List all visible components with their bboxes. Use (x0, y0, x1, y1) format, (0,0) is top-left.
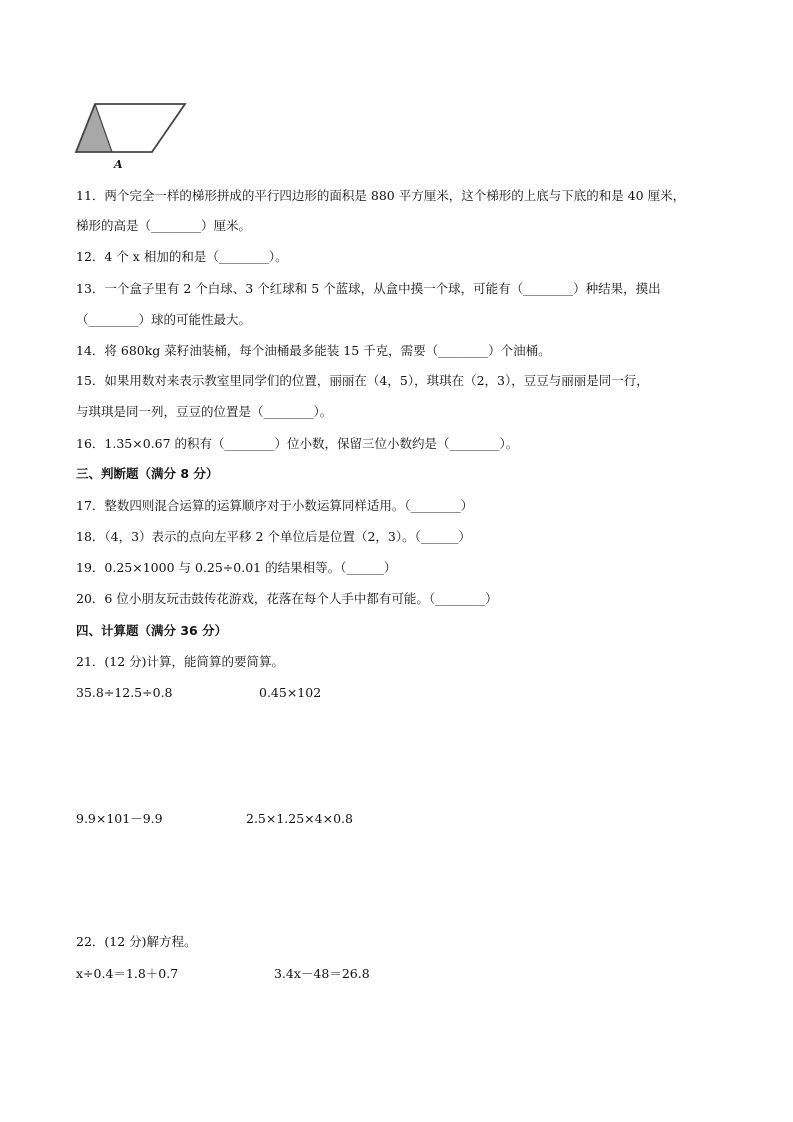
question-13-cont: （________）球的可能性最大。 (76, 312, 252, 327)
question-19: 19．0.25×1000 与 0.25÷0.01 的结果相等。（______） (76, 560, 397, 575)
question-11-cont: 梯形的高是（________）厘米。 (76, 218, 252, 233)
question-22: 22．(12 分)解方程。 (76, 934, 197, 949)
equation-1: x÷0.4＝1.8＋0.7 (76, 966, 179, 981)
section-4-heading: 四、计算题（满分 36 分） (76, 623, 228, 638)
shaded-triangle (76, 104, 112, 152)
question-12: 12．4 个 x 相加的和是（________）。 (76, 249, 288, 264)
figure-label-a: A (114, 158, 123, 171)
question-21: 21．(12 分)计算，能简算的要简算。 (76, 654, 285, 669)
question-20: 20．6 位小朋友玩击鼓传花游戏，花落在每个人手中都有可能。（________） (76, 591, 498, 606)
question-18: 18．（4，3）表示的点向左平移 2 个单位后是位置（2，3）。（______） (76, 529, 471, 544)
question-16: 16．1.35×0.67 的积有（________）位小数，保留三位小数约是（________）。 (76, 436, 519, 451)
expression-4: 2.5×1.25×4×0.8 (246, 811, 353, 826)
question-11: 11．两个完全一样的梯形拼成的平行四边形的面积是 880 平方厘米，这个梯形的上底与下底的和是 40 厘米， (76, 188, 686, 203)
question-15-cont: 与琪琪是同一列，豆豆的位置是（________）。 (76, 404, 333, 419)
expression-1: 35.8÷12.5÷0.8 (76, 685, 173, 700)
question-13: 13．一个盒子里有 2 个白球、3 个红球和 5 个蓝球，从盒中摸一个球，可能有（________）种结果，摸出 (76, 281, 661, 296)
section-3-heading: 三、判断题（满分 8 分） (76, 466, 219, 481)
question-15: 15．如果用数对来表示教室里同学们的位置，丽丽在（4，5），琪琪在（2，3），豆豆与丽丽是同一行， (76, 373, 649, 388)
question-14: 14．将 680kg 菜籽油装桶，每个油桶最多能装 15 千克，需要（________）个油桶。 (76, 343, 551, 358)
question-17: 17．整数四则混合运算的运算顺序对于小数运算同样适用。（________） (76, 498, 474, 513)
expression-3: 9.9×101－9.9 (76, 811, 163, 826)
equation-2: 3.4x－48＝26.8 (274, 966, 370, 981)
expression-2: 0.45×102 (259, 685, 322, 700)
